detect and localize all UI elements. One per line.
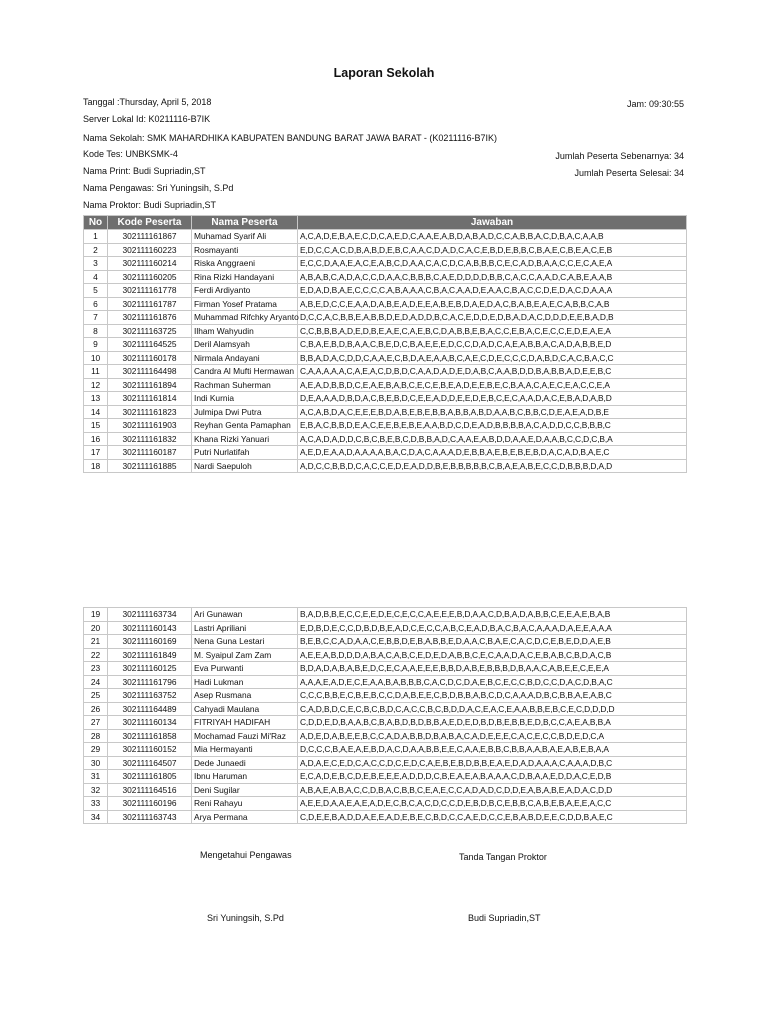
table-row bbox=[84, 729, 687, 743]
cell-kode-peserta: 302111160214 bbox=[108, 257, 192, 271]
table-body bbox=[84, 608, 687, 824]
cell-kode-peserta: 302111161778 bbox=[108, 284, 192, 298]
cell-kode-peserta: 302111160152 bbox=[108, 743, 192, 757]
cell-jawaban: C,C,C,B,B,E,C,B,E,B,C,C,D,A,B,E,E,C,B,D,B,B,A,B,C,D,C,A,A,A,D,B,C,B,B,A,E,A,B,C bbox=[298, 689, 687, 703]
cell-no: 1 bbox=[84, 230, 108, 244]
cell-nama-peserta: M. Syaipul Zam Zam bbox=[192, 648, 298, 662]
cell-nama-peserta: Khana Rizki Yanuari bbox=[192, 432, 298, 446]
cell-nama-peserta: Reni Rahayu bbox=[192, 797, 298, 811]
cell-no: 13 bbox=[84, 392, 108, 406]
cell-no: 3 bbox=[84, 257, 108, 271]
cell-no: 16 bbox=[84, 432, 108, 446]
table-row bbox=[84, 648, 687, 662]
cell-jawaban: E,D,C,C,A,C,D,B,A,B,D,E,B,C,A,A,C,D,A,D,C,A,C,E,B,D,E,B,B,C,B,A,E,C,B,E,A,C,E,B bbox=[298, 243, 687, 257]
cell-kode-peserta: 302111160125 bbox=[108, 662, 192, 676]
cell-jawaban: B,D,A,D,A,B,A,B,E,D,C,E,C,A,A,E,E,E,B,B,D,A,B,E,B,B,B,D,B,A,A,C,A,B,E,E,C,E,E,A bbox=[298, 662, 687, 676]
cell-no: 2 bbox=[84, 243, 108, 257]
cell-kode-peserta: 302111161894 bbox=[108, 378, 192, 392]
cell-kode-peserta: 302111161867 bbox=[108, 230, 192, 244]
cell-no: 25 bbox=[84, 689, 108, 703]
cell-jawaban: C,A,A,A,A,A,C,A,E,A,C,D,B,D,C,A,A,D,A,D,E,D,A,B,C,A,A,B,D,D,B,A,B,B,A,D,E,E,B,C bbox=[298, 365, 687, 379]
cell-jawaban: D,E,A,A,A,D,B,D,A,C,B,E,B,D,C,E,E,A,D,D,E,E,D,E,B,C,E,C,A,A,D,A,C,E,B,A,D,A,B,D bbox=[298, 392, 687, 406]
signature-pengawas-name: Sri Yuningsih, S.Pd bbox=[207, 913, 284, 923]
table-row bbox=[84, 675, 687, 689]
cell-kode-peserta: 302111160223 bbox=[108, 243, 192, 257]
table-row bbox=[84, 230, 687, 244]
cell-nama-peserta: Eva Purwanti bbox=[192, 662, 298, 676]
cell-jawaban: C,C,B,B,B,A,D,E,D,B,E,A,E,C,A,E,B,C,D,A,B,B,E,B,A,C,C,E,B,A,C,E,C,C,E,D,E,A,E,A bbox=[298, 324, 687, 338]
cell-jawaban: A,E,E,D,A,A,E,A,E,A,D,E,C,B,C,A,C,D,C,C,D,E,B,D,B,C,E,B,B,C,A,B,E,B,A,E,E,A,C,C bbox=[298, 797, 687, 811]
signature-proktor-label: Tanda Tangan Proktor bbox=[459, 852, 547, 862]
cell-no: 6 bbox=[84, 297, 108, 311]
cell-jawaban: A,D,A,E,C,E,D,C,A,C,C,D,C,E,D,C,A,E,B,E,B,D,B,B,E,A,E,D,A,D,A,A,A,C,A,A,A,D,B,C bbox=[298, 756, 687, 770]
cell-no: 21 bbox=[84, 635, 108, 649]
cell-kode-peserta: 302111161885 bbox=[108, 459, 192, 473]
table-row bbox=[84, 270, 687, 284]
cell-nama-peserta: Riska Anggraeni bbox=[192, 257, 298, 271]
cell-no: 20 bbox=[84, 621, 108, 635]
table-row bbox=[84, 257, 687, 271]
cell-nama-peserta: Firman Yosef Pratama bbox=[192, 297, 298, 311]
header-nama-peserta: Nama Peserta bbox=[192, 216, 298, 230]
cell-kode-peserta: 302111160178 bbox=[108, 351, 192, 365]
table-row bbox=[84, 284, 687, 298]
cell-no: 14 bbox=[84, 405, 108, 419]
meta-sekolah: Nama Sekolah: SMK MAHARDHIKA KABUPATEN BANDUNG BARAT JAWA BARAT - (K0211116-B7IK) bbox=[83, 133, 497, 143]
cell-kode-peserta: 302111164498 bbox=[108, 365, 192, 379]
cell-jawaban: A,B,E,D,C,C,E,A,A,D,A,B,E,A,D,E,E,A,B,E,B,D,A,E,D,A,C,B,A,B,E,A,E,C,A,B,B,C,A,B bbox=[298, 297, 687, 311]
cell-kode-peserta: 302111161832 bbox=[108, 432, 192, 446]
cell-nama-peserta: Ferdi Ardiyanto bbox=[192, 284, 298, 298]
table-row bbox=[84, 405, 687, 419]
table-body bbox=[84, 230, 687, 473]
cell-nama-peserta: Rina Rizki Handayani bbox=[192, 270, 298, 284]
table-row bbox=[84, 716, 687, 730]
cell-nama-peserta: Arya Permana bbox=[192, 810, 298, 824]
cell-kode-peserta: 302111161814 bbox=[108, 392, 192, 406]
table-row bbox=[84, 446, 687, 460]
cell-no: 15 bbox=[84, 419, 108, 433]
signature-proktor-name: Budi Supriadin,ST bbox=[468, 913, 541, 923]
cell-nama-peserta: Lastri Apriliani bbox=[192, 621, 298, 635]
cell-nama-peserta: Mia Hermayanti bbox=[192, 743, 298, 757]
cell-no: 29 bbox=[84, 743, 108, 757]
table-row bbox=[84, 324, 687, 338]
cell-no: 5 bbox=[84, 284, 108, 298]
cell-nama-peserta: Asep Rusmana bbox=[192, 689, 298, 703]
cell-no: 12 bbox=[84, 378, 108, 392]
table-row bbox=[84, 419, 687, 433]
results-table-page2 bbox=[83, 607, 687, 824]
cell-no: 17 bbox=[84, 446, 108, 460]
cell-jawaban: C,D,E,E,B,A,D,D,A,E,E,A,D,E,B,E,C,B,D,C,C,A,E,D,C,C,E,B,A,B,D,E,E,C,D,D,B,A,E,C bbox=[298, 810, 687, 824]
meta-peserta-selesai: Jumlah Peserta Selesai: 34 bbox=[574, 168, 684, 178]
header-kode-peserta: Kode Peserta bbox=[108, 216, 192, 230]
cell-nama-peserta: Julmipa Dwi Putra bbox=[192, 405, 298, 419]
cell-nama-peserta: Indi Kurnia bbox=[192, 392, 298, 406]
cell-jawaban: B,A,D,B,B,E,C,C,E,E,D,E,C,E,C,C,A,E,E,E,B,D,A,A,C,D,B,A,D,A,B,B,C,E,E,A,E,B,A,B bbox=[298, 608, 687, 622]
cell-jawaban: A,C,A,D,E,B,A,E,C,D,C,A,E,D,C,A,A,E,A,B,D,A,B,A,D,C,C,A,B,B,A,C,D,B,A,C,A,A,B bbox=[298, 230, 687, 244]
cell-jawaban: A,E,E,A,B,D,D,D,A,B,A,C,A,B,C,E,D,E,D,A,B,B,C,E,C,A,A,D,A,C,E,B,A,B,C,B,D,A,C,B bbox=[298, 648, 687, 662]
cell-jawaban: D,C,C,C,B,A,E,A,E,B,D,A,C,D,A,A,B,B,E,E,C,A,A,E,B,B,C,B,B,A,A,B,A,E,A,B,E,B,A,A bbox=[298, 743, 687, 757]
cell-jawaban: C,B,A,E,B,D,B,A,A,C,B,E,D,C,B,A,E,E,E,D,C,C,D,A,D,C,A,E,A,B,B,A,C,A,D,A,B,B,E,D bbox=[298, 338, 687, 352]
table-row bbox=[84, 662, 687, 676]
cell-jawaban: A,D,E,D,A,B,E,E,B,C,C,A,D,A,B,B,D,B,A,B,A,C,A,D,E,E,E,C,A,C,E,C,C,B,D,E,D,C,A bbox=[298, 729, 687, 743]
header-no: No bbox=[84, 216, 108, 230]
cell-jawaban: A,D,C,C,B,B,D,C,A,C,C,E,D,E,A,D,D,B,E,B,B,B,B,B,C,B,A,E,A,B,E,C,C,D,B,B,B,D,A,D bbox=[298, 459, 687, 473]
cell-kode-peserta: 302111160169 bbox=[108, 635, 192, 649]
cell-nama-peserta: Muhamad Syarif Ali bbox=[192, 230, 298, 244]
table-row bbox=[84, 297, 687, 311]
cell-kode-peserta: 302111163752 bbox=[108, 689, 192, 703]
cell-kode-peserta: 302111160143 bbox=[108, 621, 192, 635]
table-row bbox=[84, 311, 687, 325]
cell-nama-peserta: Rosmayanti bbox=[192, 243, 298, 257]
cell-kode-peserta: 302111163734 bbox=[108, 608, 192, 622]
cell-jawaban: E,D,A,D,B,A,E,C,C,C,C,A,B,A,A,A,C,B,A,C,A,A,D,E,A,A,C,B,A,C,C,D,E,D,A,C,D,A,A,A bbox=[298, 284, 687, 298]
cell-no: 18 bbox=[84, 459, 108, 473]
signature-pengawas-label: Mengetahui Pengawas bbox=[200, 850, 292, 860]
cell-nama-peserta: Deni Sugilar bbox=[192, 783, 298, 797]
cell-no: 23 bbox=[84, 662, 108, 676]
meta-print: Nama Print: Budi Supriadin,ST bbox=[83, 166, 206, 176]
table-row bbox=[84, 797, 687, 811]
cell-no: 26 bbox=[84, 702, 108, 716]
cell-kode-peserta: 302111160134 bbox=[108, 716, 192, 730]
cell-no: 31 bbox=[84, 770, 108, 784]
cell-jawaban: A,C,A,D,A,D,D,C,B,C,B,E,B,C,D,B,B,A,D,C,A,A,E,A,B,D,D,A,A,E,D,A,A,B,C,C,D,C,B,A bbox=[298, 432, 687, 446]
cell-no: 9 bbox=[84, 338, 108, 352]
cell-no: 32 bbox=[84, 783, 108, 797]
table-row bbox=[84, 743, 687, 757]
cell-jawaban: E,C,A,D,E,B,C,D,E,B,E,E,E,A,D,D,D,C,B,E,A,E,A,B,A,A,A,C,D,B,A,A,E,D,D,A,C,E,D,B bbox=[298, 770, 687, 784]
cell-no: 4 bbox=[84, 270, 108, 284]
table-row bbox=[84, 338, 687, 352]
cell-kode-peserta: 302111163743 bbox=[108, 810, 192, 824]
table-row bbox=[84, 392, 687, 406]
table-row bbox=[84, 365, 687, 379]
cell-jawaban: C,A,D,B,D,C,E,C,B,C,B,D,C,A,C,C,B,C,B,D,D,A,C,E,A,C,E,A,A,B,B,E,B,C,E,C,D,D,D,D bbox=[298, 702, 687, 716]
table-row bbox=[84, 783, 687, 797]
cell-jawaban: E,D,B,D,E,C,C,D,B,D,B,E,A,D,C,E,C,C,A,B,C,E,A,D,B,A,C,B,A,C,A,A,A,D,A,E,E,A,A,A bbox=[298, 621, 687, 635]
meta-peserta-sebenarnya: Jumlah Peserta Sebenarnya: 34 bbox=[555, 151, 684, 161]
table-row bbox=[84, 459, 687, 473]
cell-no: 27 bbox=[84, 716, 108, 730]
cell-jawaban: A,E,A,D,B,B,D,C,E,A,E,B,A,B,C,E,C,E,B,E,A,D,E,E,B,E,C,B,A,A,C,A,E,C,E,A,C,C,E,A bbox=[298, 378, 687, 392]
cell-kode-peserta: 302111164525 bbox=[108, 338, 192, 352]
meta-jam: Jam: 09:30:55 bbox=[626, 99, 684, 109]
cell-kode-peserta: 302111164507 bbox=[108, 756, 192, 770]
cell-kode-peserta: 302111161823 bbox=[108, 405, 192, 419]
meta-kode-tes: Kode Tes: UNBKSMK-4 bbox=[83, 149, 178, 159]
cell-nama-peserta: Mochamad Fauzi Mi'Raz bbox=[192, 729, 298, 743]
cell-nama-peserta: Deril Alamsyah bbox=[192, 338, 298, 352]
cell-no: 8 bbox=[84, 324, 108, 338]
cell-nama-peserta: Nirmala Andayani bbox=[192, 351, 298, 365]
cell-jawaban: C,D,D,E,D,B,A,A,B,C,B,A,B,D,B,D,B,B,A,E,D,E,D,B,D,B,E,B,B,E,D,B,C,C,A,E,A,B,B,A bbox=[298, 716, 687, 730]
table-row bbox=[84, 756, 687, 770]
report-title: Laporan Sekolah bbox=[333, 66, 435, 80]
cell-jawaban: A,B,A,B,C,A,D,A,C,C,D,A,A,C,B,B,B,C,A,E,D,D,D,D,B,B,C,A,C,C,A,A,D,C,A,B,E,A,A,B bbox=[298, 270, 687, 284]
cell-jawaban: A,C,A,B,D,A,C,E,E,E,B,D,A,B,E,B,E,B,B,A,B,B,A,B,D,A,A,B,C,B,B,C,D,E,A,E,A,D,B,E bbox=[298, 405, 687, 419]
cell-nama-peserta: Putri Nurlatifah bbox=[192, 446, 298, 460]
table-row bbox=[84, 689, 687, 703]
cell-kode-peserta: 302111164489 bbox=[108, 702, 192, 716]
cell-no: 7 bbox=[84, 311, 108, 325]
cell-nama-peserta: Muhammad Rifchky Aryanto bbox=[192, 311, 298, 325]
cell-nama-peserta: FITRIYAH HADIFAH bbox=[192, 716, 298, 730]
cell-nama-peserta: Nardi Saepuloh bbox=[192, 459, 298, 473]
cell-kode-peserta: 302111161876 bbox=[108, 311, 192, 325]
cell-kode-peserta: 302111161787 bbox=[108, 297, 192, 311]
meta-tanggal: Tanggal :Thursday, April 5, 2018 bbox=[83, 97, 212, 107]
cell-kode-peserta: 302111164516 bbox=[108, 783, 192, 797]
table-row bbox=[84, 810, 687, 824]
cell-no: 11 bbox=[84, 365, 108, 379]
cell-no: 28 bbox=[84, 729, 108, 743]
table-row bbox=[84, 770, 687, 784]
cell-no: 10 bbox=[84, 351, 108, 365]
cell-jawaban: E,C,C,D,A,A,E,A,C,E,A,B,C,D,A,A,C,A,C,D,C,A,B,B,B,C,E,C,A,D,B,A,A,C,C,E,C,A,E,A bbox=[298, 257, 687, 271]
table-row bbox=[84, 635, 687, 649]
meta-server: Server Lokal Id: K0211116-B7IK bbox=[83, 114, 211, 124]
cell-jawaban: D,C,C,A,C,B,B,E,A,B,B,D,E,D,A,D,D,B,C,A,C,E,D,D,E,D,B,A,D,A,C,D,D,D,E,E,B,A,D,B bbox=[298, 311, 687, 325]
cell-jawaban: B,E,B,C,C,A,D,A,A,C,E,B,B,D,E,B,A,B,B,E,D,A,A,C,B,A,E,C,A,C,D,C,E,B,E,D,D,A,E,B bbox=[298, 635, 687, 649]
cell-kode-peserta: 302111161903 bbox=[108, 419, 192, 433]
cell-nama-peserta: Nena Guna Lestari bbox=[192, 635, 298, 649]
cell-no: 22 bbox=[84, 648, 108, 662]
table-header-row bbox=[84, 216, 687, 230]
cell-no: 30 bbox=[84, 756, 108, 770]
cell-no: 19 bbox=[84, 608, 108, 622]
cell-nama-peserta: Rachman Suherman bbox=[192, 378, 298, 392]
meta-proktor: Nama Proktor: Budi Supriadin,ST bbox=[83, 200, 217, 210]
cell-nama-peserta: Cahyadi Maulana bbox=[192, 702, 298, 716]
table-row bbox=[84, 621, 687, 635]
cell-kode-peserta: 302111161796 bbox=[108, 675, 192, 689]
cell-nama-peserta: Dede Junaedi bbox=[192, 756, 298, 770]
meta-pengawas: Nama Pengawas: Sri Yuningsih, S.Pd bbox=[83, 183, 234, 193]
cell-no: 33 bbox=[84, 797, 108, 811]
cell-nama-peserta: Ari Gunawan bbox=[192, 608, 298, 622]
cell-jawaban: A,A,A,E,A,D,E,C,E,A,A,B,A,B,B,B,C,A,C,D,C,D,A,E,B,C,E,C,C,B,D,C,C,D,A,C,D,B,A,C bbox=[298, 675, 687, 689]
table-row bbox=[84, 702, 687, 716]
table-row bbox=[84, 351, 687, 365]
cell-kode-peserta: 302111163725 bbox=[108, 324, 192, 338]
cell-jawaban: B,B,A,D,A,C,D,D,C,A,A,E,C,B,D,A,E,A,A,B,C,A,E,C,D,E,C,C,C,D,A,B,D,C,A,C,B,A,C,C bbox=[298, 351, 687, 365]
cell-kode-peserta: 302111161858 bbox=[108, 729, 192, 743]
cell-nama-peserta: Hadi Lukman bbox=[192, 675, 298, 689]
cell-nama-peserta: Ibnu Haruman bbox=[192, 770, 298, 784]
results-table-page1 bbox=[83, 215, 687, 473]
cell-jawaban: A,E,D,E,A,A,D,A,A,A,A,B,A,C,D,A,C,A,A,A,D,E,B,B,A,E,B,E,B,E,B,D,A,C,A,D,B,A,E,C bbox=[298, 446, 687, 460]
cell-kode-peserta: 302111160187 bbox=[108, 446, 192, 460]
table-row bbox=[84, 378, 687, 392]
cell-no: 34 bbox=[84, 810, 108, 824]
cell-jawaban: A,B,A,E,A,B,A,C,C,D,B,A,C,B,B,C,E,A,E,C,C,A,D,A,D,C,D,D,E,A,B,A,B,E,A,D,A,C,D,D bbox=[298, 783, 687, 797]
table-row bbox=[84, 432, 687, 446]
header-jawaban: Jawaban bbox=[298, 216, 687, 230]
table-row bbox=[84, 608, 687, 622]
cell-kode-peserta: 302111161805 bbox=[108, 770, 192, 784]
cell-kode-peserta: 302111160205 bbox=[108, 270, 192, 284]
cell-kode-peserta: 302111160196 bbox=[108, 797, 192, 811]
cell-jawaban: E,B,A,C,B,B,D,E,A,C,E,E,B,E,B,E,A,A,B,D,C,D,E,A,D,B,B,B,B,A,C,A,D,D,C,C,B,B,B,C bbox=[298, 419, 687, 433]
cell-nama-peserta: Candra Al Mufti Hermawan bbox=[192, 365, 298, 379]
cell-nama-peserta: Reyhan Genta Pamaphan bbox=[192, 419, 298, 433]
table-row bbox=[84, 243, 687, 257]
cell-no: 24 bbox=[84, 675, 108, 689]
cell-nama-peserta: Ilham Wahyudin bbox=[192, 324, 298, 338]
cell-kode-peserta: 302111161849 bbox=[108, 648, 192, 662]
